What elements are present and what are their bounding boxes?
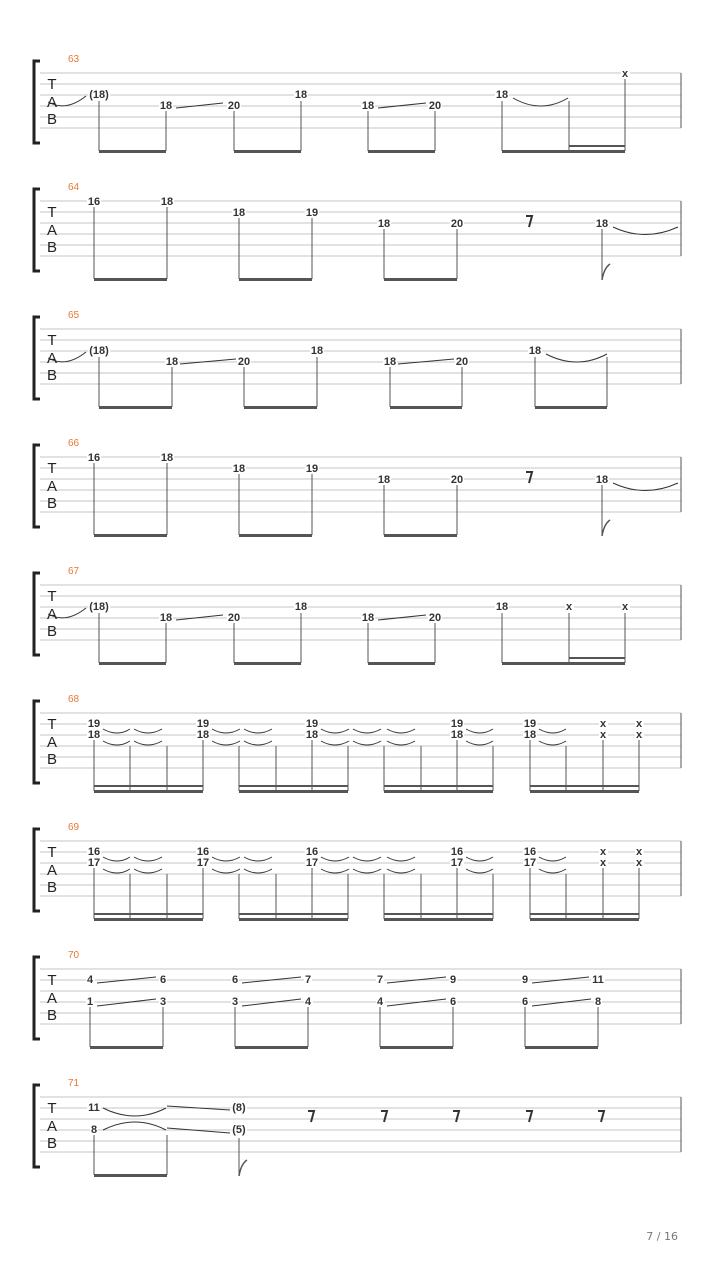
staff-lines xyxy=(40,713,681,768)
fret-number: 19 xyxy=(305,718,319,730)
fret-number: 3 xyxy=(159,996,167,1008)
clef-letter: B xyxy=(46,1007,58,1024)
clef-letter: A xyxy=(46,734,58,751)
clef-letter: B xyxy=(46,879,58,896)
measure-number: 65 xyxy=(68,310,80,321)
clef-letter: A xyxy=(46,606,58,623)
fret-number: 7 xyxy=(304,974,312,986)
fret-number: 19 xyxy=(305,207,319,219)
fret-number: 17 xyxy=(87,857,101,869)
fret-number: 17 xyxy=(450,857,464,869)
tab-system-69 xyxy=(34,822,681,921)
fret-number: 11 xyxy=(88,1102,100,1114)
clef-letter: T xyxy=(47,204,57,221)
fret-number: 18 xyxy=(310,345,324,357)
clef-letter: A xyxy=(46,94,58,111)
dead-note: x xyxy=(635,857,643,869)
staff-lines xyxy=(40,201,681,256)
clef-letter: T xyxy=(47,460,57,477)
chords xyxy=(87,718,644,741)
tab-system-71 xyxy=(34,1078,681,1177)
fret-number: 19 xyxy=(523,718,537,730)
fret-number: 18 xyxy=(528,345,542,357)
clef-letter: A xyxy=(46,990,58,1007)
stems-and-beams xyxy=(94,740,639,793)
clef-letter: T xyxy=(47,332,57,349)
measure-number: 66 xyxy=(68,438,80,449)
fret-number: 16 xyxy=(305,846,319,858)
clef-letter: B xyxy=(46,495,58,512)
system-bracket xyxy=(34,829,40,911)
staff-lines xyxy=(40,585,681,640)
fret-number: 18 xyxy=(361,612,375,624)
clef-letter: T xyxy=(47,716,57,733)
measure-number: 63 xyxy=(68,54,80,65)
fret-number: 19 xyxy=(87,718,101,730)
fret-number: (5) xyxy=(232,1124,246,1136)
fret-number: 18 xyxy=(159,100,173,112)
dead-note: x xyxy=(599,846,607,858)
measure-number: 69 xyxy=(68,822,80,833)
fret-number: 16 xyxy=(450,846,464,858)
clef-letter: A xyxy=(46,862,58,879)
fret-number: 16 xyxy=(87,196,101,208)
fret-number: 18 xyxy=(361,100,375,112)
fret-number: 18 xyxy=(232,463,246,475)
clef-letter: T xyxy=(47,844,57,861)
fret-number: (18) xyxy=(89,89,109,101)
fret-number: 18 xyxy=(495,601,509,613)
system-bracket xyxy=(34,317,40,399)
measure-number: 70 xyxy=(68,950,80,961)
page-number: 7 / 16 xyxy=(646,1230,678,1243)
dead-note: x xyxy=(635,718,643,730)
fret-number: 18 xyxy=(232,207,246,219)
tab-system-70 xyxy=(34,950,681,1049)
staff-lines xyxy=(40,841,681,896)
staff-lines xyxy=(40,457,681,512)
fret-number: 19 xyxy=(196,718,210,730)
fret-number: 17 xyxy=(305,857,319,869)
fret-number: 16 xyxy=(196,846,210,858)
dead-note: x xyxy=(599,718,607,730)
tab-system-67 xyxy=(34,566,681,665)
fret-number: 16 xyxy=(87,846,101,858)
fret-number: 3 xyxy=(231,996,239,1008)
fret-number: 18 xyxy=(87,729,101,741)
fret-numbers xyxy=(88,601,630,624)
tab-system-63 xyxy=(34,54,681,153)
dead-note: x xyxy=(565,601,573,613)
fret-number: 18 xyxy=(377,218,391,230)
clef-letter: B xyxy=(46,239,58,256)
fret-number: 8 xyxy=(90,1124,98,1136)
system-bracket xyxy=(34,957,40,1039)
fret-number: (18) xyxy=(89,601,109,613)
tie xyxy=(613,483,678,491)
clef-letter: T xyxy=(47,588,57,605)
fret-number: 18 xyxy=(595,474,609,486)
fret-number: 18 xyxy=(196,729,210,741)
clef-letter: T xyxy=(47,972,57,989)
fret-number: 6 xyxy=(159,974,167,986)
fret-number: 16 xyxy=(523,846,537,858)
dead-note: x xyxy=(621,601,629,613)
fret-number: 20 xyxy=(450,474,464,486)
clef-letter: A xyxy=(46,1118,58,1135)
system-bracket xyxy=(34,61,40,143)
fret-numbers xyxy=(88,345,542,368)
clef-letter: B xyxy=(46,1135,58,1152)
dead-note: x xyxy=(635,729,643,741)
system-bracket xyxy=(34,189,40,271)
fret-number: 18 xyxy=(160,196,174,208)
measure-number: 67 xyxy=(68,566,80,577)
measure-number: 68 xyxy=(68,694,80,705)
clef-letter: A xyxy=(46,350,58,367)
fret-number: 18 xyxy=(377,474,391,486)
measure-number: 64 xyxy=(68,182,80,193)
dead-note: x xyxy=(635,846,643,858)
fret-number: 9 xyxy=(449,974,457,986)
clef-letter: B xyxy=(46,623,58,640)
fret-number: 8 xyxy=(594,996,602,1008)
clef-letter: T xyxy=(47,76,57,93)
fret-number: 20 xyxy=(237,356,251,368)
fret-number: 4 xyxy=(304,996,312,1008)
fret-number: 19 xyxy=(450,718,464,730)
system-bracket xyxy=(34,701,40,783)
tab-system-66 xyxy=(34,438,681,537)
tab-system-65 xyxy=(34,310,681,409)
fret-number: 11 xyxy=(592,974,604,986)
fret-number: 6 xyxy=(521,996,529,1008)
clef-letter: B xyxy=(46,751,58,768)
eighth-rests xyxy=(308,1111,604,1122)
fret-number: 18 xyxy=(523,729,537,741)
fret-number: 20 xyxy=(227,612,241,624)
fret-number: 18 xyxy=(305,729,319,741)
clef-letter: T xyxy=(47,1100,57,1117)
fret-number: 20 xyxy=(428,612,442,624)
fret-number: 17 xyxy=(523,857,537,869)
stems-and-beams xyxy=(94,207,610,281)
dead-note: x xyxy=(621,68,629,80)
fret-number: 20 xyxy=(227,100,241,112)
fret-number: 18 xyxy=(160,452,174,464)
eighth-rest xyxy=(526,216,532,227)
system-bracket xyxy=(34,1085,40,1167)
measure-number: 71 xyxy=(68,1078,80,1089)
staff-lines xyxy=(40,329,681,384)
fret-number: 18 xyxy=(595,218,609,230)
clef-letter: A xyxy=(46,222,58,239)
fret-number: 18 xyxy=(294,601,308,613)
fret-number: 7 xyxy=(376,974,384,986)
fret-number: 18 xyxy=(294,89,308,101)
fret-number: 17 xyxy=(196,857,210,869)
staff-lines xyxy=(40,73,681,128)
staff-lines xyxy=(40,1097,681,1152)
tab-system-68 xyxy=(34,694,681,793)
fret-number: 4 xyxy=(376,996,384,1008)
stems-and-beams xyxy=(94,868,639,921)
system-bracket xyxy=(34,445,40,527)
tab-system-64 xyxy=(34,182,681,281)
fret-number: (18) xyxy=(89,345,109,357)
fret-number: 6 xyxy=(231,974,239,986)
ties xyxy=(103,729,566,745)
chords xyxy=(87,846,644,869)
fret-number: 19 xyxy=(305,463,319,475)
ties xyxy=(103,857,566,873)
fret-number: 16 xyxy=(87,452,101,464)
fret-number: 9 xyxy=(521,974,529,986)
clef-letter: B xyxy=(46,367,58,384)
fret-number: 20 xyxy=(450,218,464,230)
fret-number: 20 xyxy=(428,100,442,112)
dead-note: x xyxy=(599,857,607,869)
fret-number: 18 xyxy=(165,356,179,368)
fret-number: 4 xyxy=(86,974,94,986)
stems-and-beams xyxy=(94,463,610,537)
eighth-rest xyxy=(526,472,532,483)
fret-number: 18 xyxy=(450,729,464,741)
clef-letter: A xyxy=(46,478,58,495)
fret-number: (8) xyxy=(232,1102,246,1114)
fret-number: 18 xyxy=(383,356,397,368)
dead-note: x xyxy=(599,729,607,741)
system-bracket xyxy=(34,573,40,655)
stems-and-beams xyxy=(99,79,625,153)
fret-number: 20 xyxy=(455,356,469,368)
clef-letter: B xyxy=(46,111,58,128)
fret-number: 18 xyxy=(159,612,173,624)
fret-number: 18 xyxy=(495,89,509,101)
fret-number: 1 xyxy=(86,996,94,1008)
fret-number: 6 xyxy=(449,996,457,1008)
tie xyxy=(613,227,678,235)
